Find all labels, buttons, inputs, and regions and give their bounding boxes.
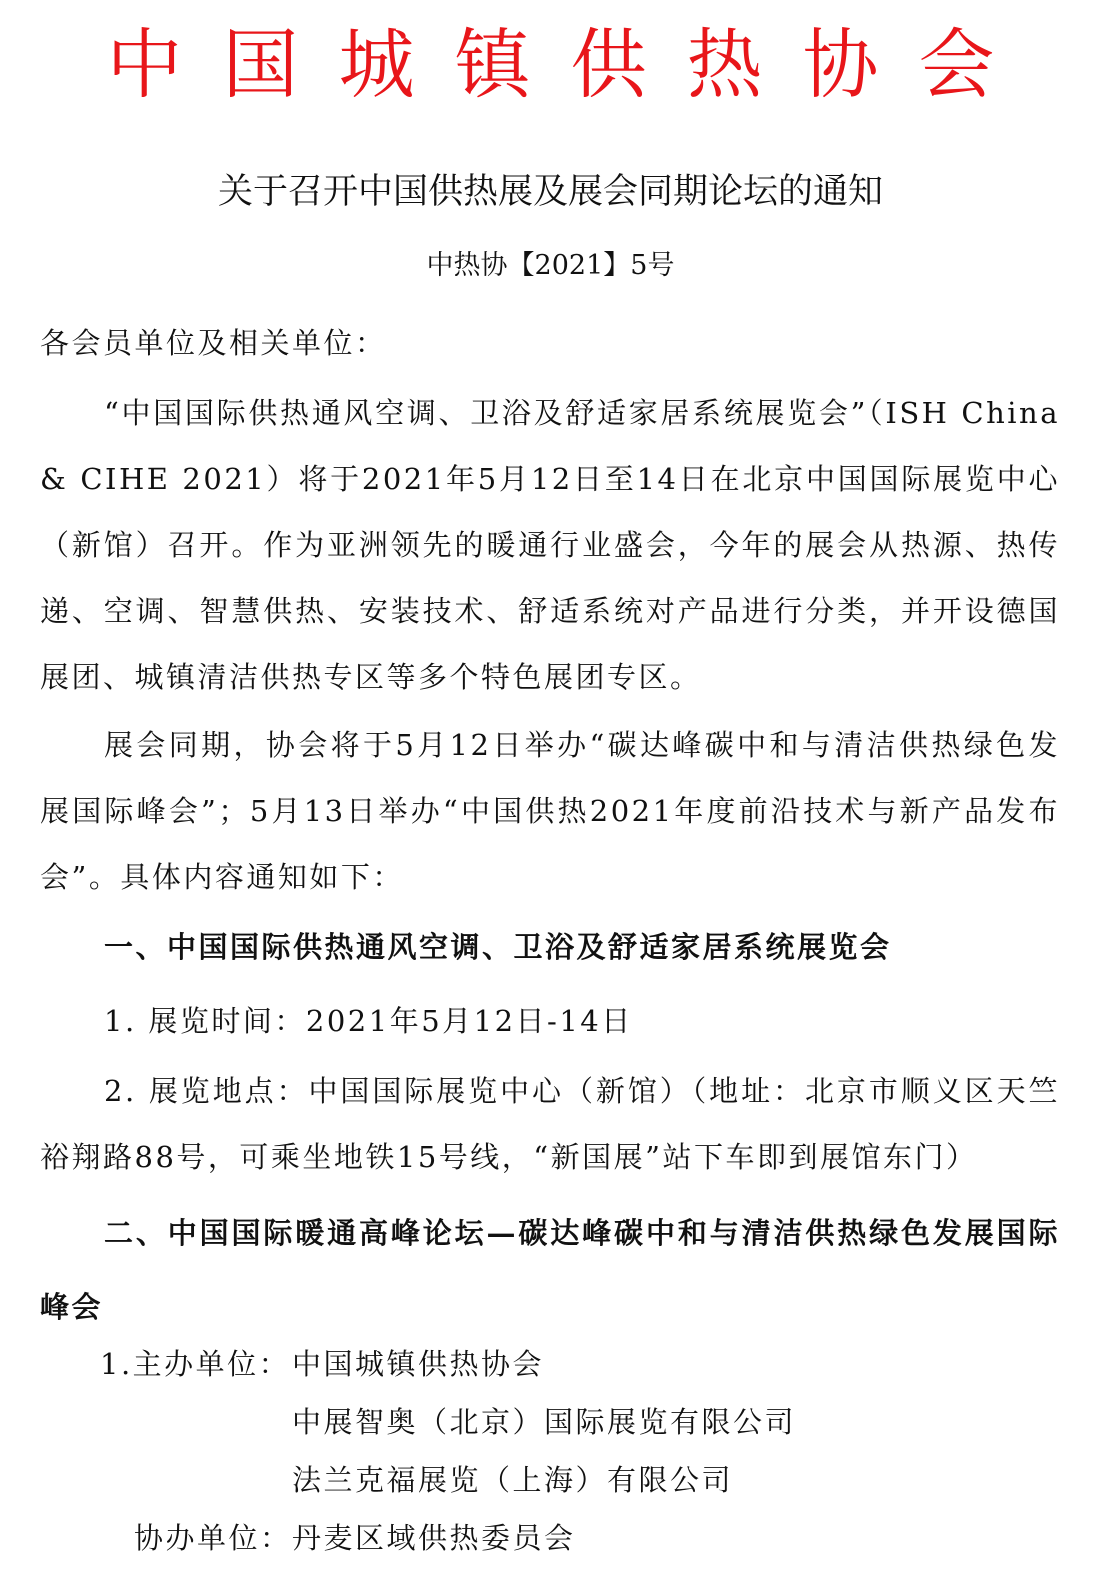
- salutation: 各会员单位及相关单位：: [40, 326, 387, 360]
- paragraph-exhibition-intro: “中国国际供热通风空调、卫浴及舒适家居系统展览会”（ISH China & CIHE 2021）将于2021年5月12日至14日在北京中国国际展览中心（新馆）召开。作为亚洲领先的暖通行业盛会，今年的展会从热源、热传递、空调、智慧供热、安装技术、舒适系统对产品进行分类，并开设德国展团、城镇清洁供热专区等多个特色展团专区。: [40, 396, 1060, 694]
- section-1-heading: 一、中国国际供热通风空调、卫浴及舒适家居系统展览会: [104, 930, 892, 964]
- section-2-heading: 二、中国国际暖通高峰论坛—碳达峰碳中和与清洁供热绿色发展国际峰会: [40, 1216, 1060, 1324]
- organizer-item: 法兰克福展览（上海）有限公司: [292, 1463, 734, 1497]
- letterhead-organization: 中国城镇供热协会: [106, 20, 1035, 109]
- co-organizer-item: 丹麦区域供热委员会: [292, 1521, 576, 1555]
- document-number: 中热协【2021】5号: [426, 250, 675, 281]
- co-organizer-label: 协办单位：: [134, 1521, 292, 1555]
- organizer-item: 中展智奥（北京）国际展览有限公司: [292, 1405, 797, 1439]
- organizer-label: 1.主办单位：: [100, 1347, 291, 1381]
- paragraph-concurrent-events: 展会同期，协会将于5月12日举办“碳达峰碳中和与清洁供热绿色发展国际峰会”；5月13日举办“中国供热2021年度前沿技术与新产品发布会”。具体内容通知如下：: [40, 728, 1060, 894]
- organizer-item: 中国城镇供热协会: [292, 1347, 545, 1381]
- notice-title: 关于召开中国供热展及展会同期论坛的通知: [217, 172, 883, 212]
- exhibition-location: 2. 展览地点：中国国际展览中心（新馆）（地址：北京市顺义区天竺裕翔路88号，可乘坐地铁15号线，“新国展”站下车即到展馆东门）: [40, 1074, 1060, 1174]
- exhibition-time: 1. 展览时间：2021年5月12日-14日: [104, 1004, 633, 1038]
